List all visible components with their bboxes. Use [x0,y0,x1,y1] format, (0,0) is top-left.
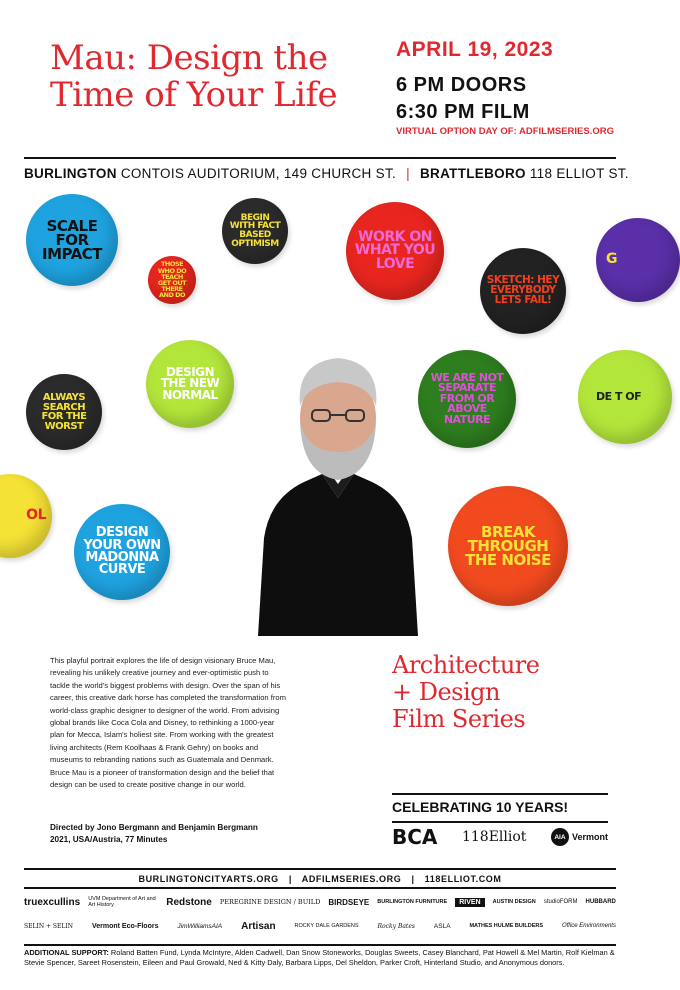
button-scale-for-impact: SCALE FOR IMPACT [26,194,118,286]
logo-austin-design: AUSTIN DESIGN [492,899,536,905]
additional-support [24,948,616,968]
url-separator-1: | [288,874,292,884]
series-line-1: Architecture [392,651,540,679]
event-date: APRIL 19, 2023 [396,38,554,61]
logo-peregrine: PEREGRINE DESIGN / BUILD [219,898,321,906]
urls-bottom-rule [24,887,616,889]
logo-hubbard: HUBBARD [585,899,616,905]
logo-selin: SELIN + SELIN [24,922,74,930]
logo-burlington-furniture: BURLINGTON FURNITURE [377,899,448,905]
sponsor-logos-row-2 [24,917,616,935]
logo-birdseye: BIRDSEYE [328,897,370,907]
sponsor-logos-row-1 [24,893,616,911]
logo-vermont-eco-floors: Vermont Eco-Floors [91,922,159,930]
button-sketch-lets-fail: SKETCH: HEY EVERYBODY LETS FAIL! [480,248,566,334]
button-madonna-curve: DESIGN YOUR OWN MADONNA CURVE [74,504,170,600]
logo-jim-williams: JimWilliamsAIA [177,922,223,930]
virtual-option: VIRTUAL OPTION DAY OF: ADFILMSERIES.ORG [396,126,614,137]
logo-riven: RIVEN [455,898,484,907]
url-adfilmseries[interactable]: ADFILMSERIES.ORG [301,874,402,884]
button-partial-left: OL [0,474,52,558]
url-separator-2: | [411,874,415,884]
bruce-mau-figure [256,348,420,636]
aia-vermont-logo [551,828,608,846]
film-description: This playful portrait explores the life of design visionary Bruce Mau, revealing his unlikely creative journey and ever-optimistic push to tackle the world's biggest problems with design. Over the span of his career, this creative dark horse has completed the transformation from world-class graphic designer to designer of the world. From advising global brands like Coca Cola and Disney, to rethinking a 1000-year plan for Mecca, Islam's holiest site. From working with the greatest living architects (Rem Koolhaas & Frank Gehry) on books and museums to rebranding nations such as Guatemala and Denmark. Bruce Mau is a pioneer of transformation design and the belief that design can be used to create positive change in our world. [50,656,286,790]
button-those-who-do: THOSE WHO DO TEACH GET OUT THERE AND DO [148,256,196,304]
directors-credit: Directed by Jono Bergmann and Benjamin Bergmann [50,823,258,832]
support-label: ADDITIONAL SUPPORT: [24,948,109,957]
doors-time: 6 PM DOORS [396,74,527,96]
venue-separator: | [406,166,410,181]
118-elliot-logo: 118Elliot [461,829,527,845]
url-118elliot[interactable]: 118ELLIOT.COM [424,874,502,884]
button-design-the-new-normal: DESIGN THE NEW NORMAL [146,340,234,428]
venue-line [24,166,629,181]
logo-rocky-dale: ROCKY DALE GARDENS [294,923,359,929]
button-break-through-the-noise: BREAK THROUGH THE NOISE [448,486,568,606]
venue-place-2: 118 ELLIOT ST. [529,166,629,181]
logo-studioform: studioFORM [543,899,578,905]
button-always-search: ALWAYS SEARCH FOR THE WORST [26,374,102,450]
title-line-2: Time of Your Life [50,75,338,115]
film-time: 6:30 PM FILM [396,101,530,123]
aia-vermont-label: Vermont [571,832,608,842]
series-line-3: Film Series [392,705,526,733]
aia-mark-icon: AIA [551,828,569,846]
url-burlington-city-arts[interactable]: BURLINGTONCITYARTS.ORG [138,874,279,884]
logo-redstone: Redstone [166,896,212,908]
logo-mathes-hulme: MATHES HULME BUILDERS [469,923,544,929]
celebrating-banner: CELEBRATING 10 YEARS! [392,793,608,823]
support-top-rule [24,944,616,946]
series-title [392,652,539,733]
logo-artisan: Artisan [241,920,276,932]
film-info: 2021, USA/Austria, 77 Minutes [50,835,168,844]
venue-city-2: BRATTLEBORO [420,166,526,181]
film-credits [50,822,258,846]
logo-uvm: UVM Department of Art and Art History [88,896,156,908]
support-text: Roland Batten Fund, Lynda McIntyre, Alden Cadwell, Dan Snow Stoneworks, Douglas Sweets, Casey Blanchard, Pat Howell & Mel Martin, Rolf Kielman & Stevie Spencer, Sareet Rosenstein, Eileen and Paul Growald, Ned & Kitty Daly, Barbara Lipps, Del Sheldon, Parker Croft, Hinterland Studio, and Anonymous donors. [24,948,615,967]
venue-top-rule [24,157,616,159]
button-partial-right: DE T OF [578,350,672,444]
series-line-2: + Design [392,678,500,706]
logo-rocky-bates: Rocky Bates [377,922,415,930]
logo-office-environments: Office Environments [561,923,616,929]
venue-place-1: CONTOIS AUDITORIUM, 149 CHURCH ST. [120,166,397,181]
venue-city-1: BURLINGTON [24,166,117,181]
urls-top-rule [24,868,616,870]
presenter-logos [392,822,608,852]
film-title [50,40,337,114]
bca-logo: BCA [392,825,438,849]
portrait-photo [24,190,642,636]
title-line-1: Mau: Design the [50,38,328,78]
button-fact-based-optimism: BEGIN WITH FACT BASED OPTIMISM [222,198,288,264]
button-not-separate-from-nature: WE ARE NOT SEPARATE FROM OR ABOVE NATURE [418,350,516,448]
logo-truexcullins: truexcullins [24,896,81,908]
button-work-on-what-you-love: WORK ON WHAT YOU LOVE [346,202,444,300]
button-partial-top-right: G [596,218,680,302]
urls-line [24,874,616,884]
logo-asla: ASLA [433,922,451,930]
